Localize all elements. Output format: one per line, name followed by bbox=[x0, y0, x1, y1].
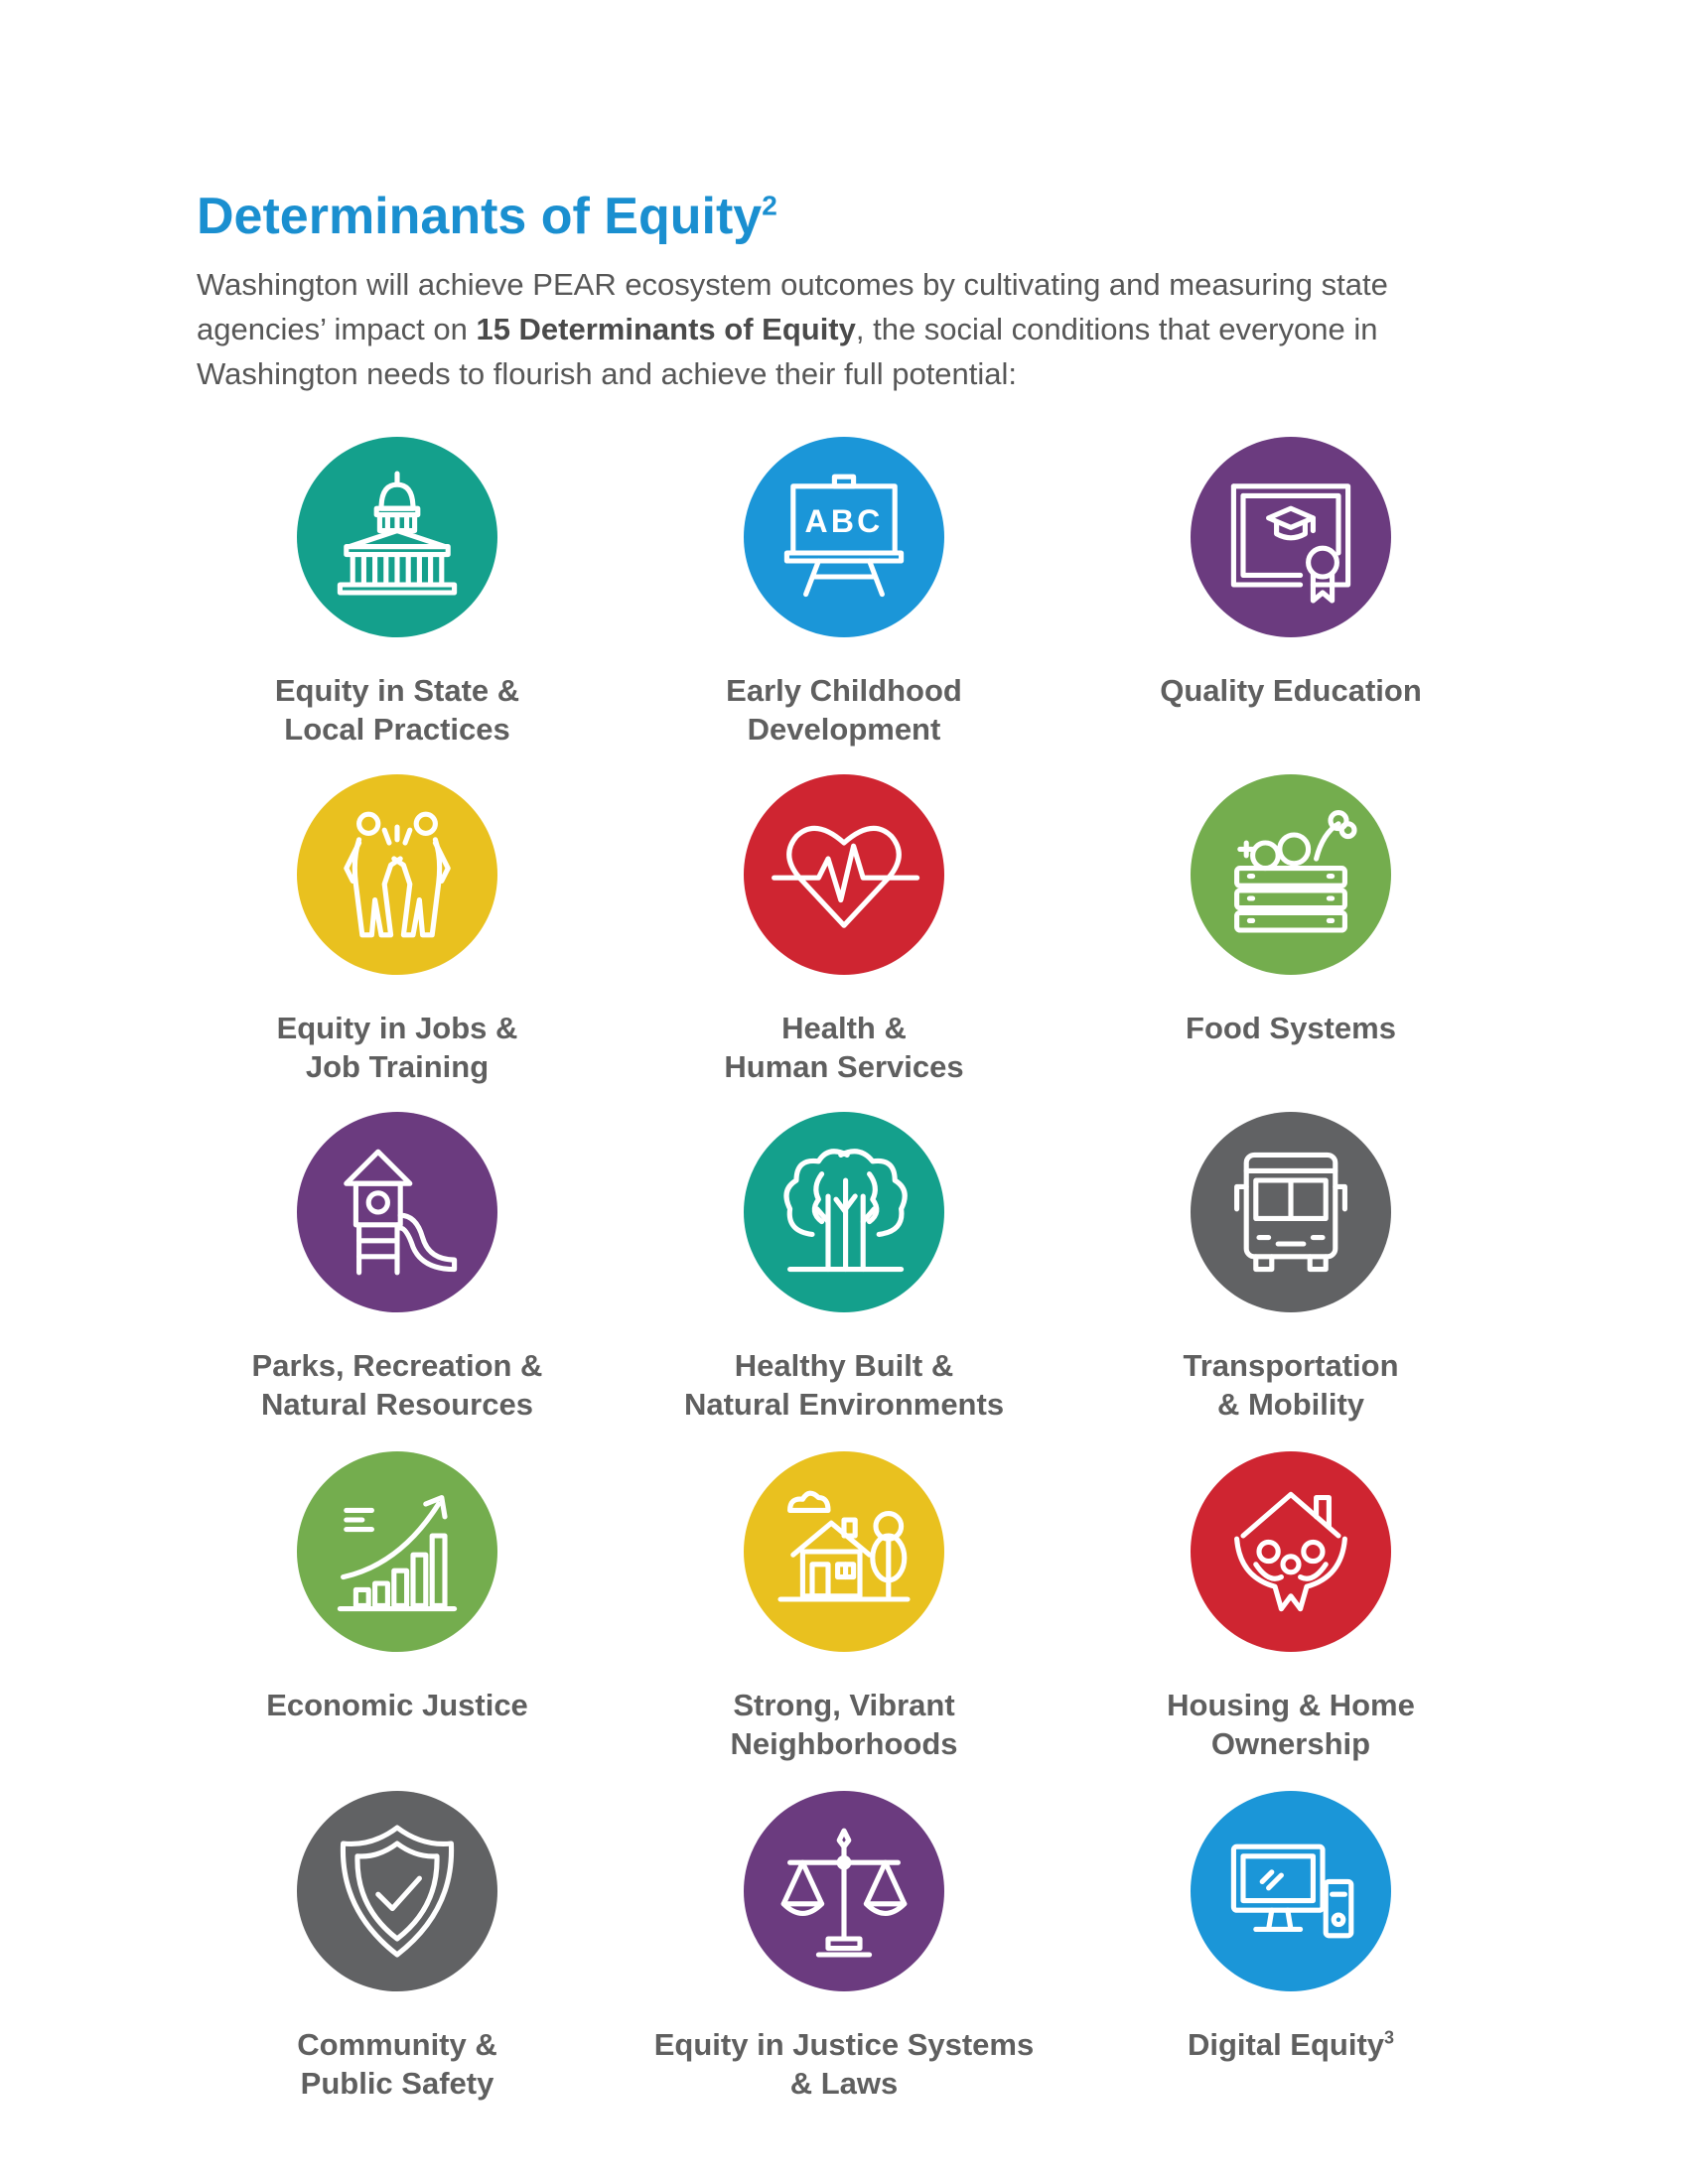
determinant-parks-recreation bbox=[169, 1112, 626, 1424]
determinant-circle bbox=[297, 774, 497, 975]
determinant-label: Digital Equity$^3$ bbox=[1187, 2027, 1395, 2062]
determinant-label: Equity in State & Local Practices bbox=[274, 673, 520, 747]
computer-icon bbox=[1211, 1812, 1370, 1971]
determinant-label: Equity in Jobs & Job Training bbox=[276, 1011, 518, 1084]
determinant-circle bbox=[297, 1112, 497, 1312]
determinant-justice-systems bbox=[616, 1791, 1072, 2103]
determinant-label: Housing & Home Ownership bbox=[1167, 1688, 1415, 1761]
determinant-food-systems bbox=[1062, 774, 1519, 1047]
capitol-building-icon bbox=[318, 458, 477, 616]
determinant-circle bbox=[297, 437, 497, 637]
determinant-label: Equity in Justice Systems & Laws bbox=[653, 2027, 1035, 2101]
determinant-label: Community & Public Safety bbox=[297, 2027, 497, 2101]
trees-icon bbox=[765, 1133, 923, 1292]
determinant-circle bbox=[1191, 1791, 1391, 1991]
determinant-label: Transportation & Mobility bbox=[1183, 1348, 1399, 1422]
growth-chart-icon bbox=[318, 1472, 477, 1631]
bus-icon bbox=[1211, 1133, 1370, 1292]
determinant-economic-justice bbox=[169, 1451, 626, 1724]
determinant-label: Parks, Recreation & Natural Resources bbox=[251, 1348, 543, 1422]
determinant-transportation bbox=[1062, 1112, 1519, 1424]
determinant-quality-education bbox=[1062, 437, 1519, 710]
scales-of-justice-icon bbox=[765, 1812, 923, 1971]
determinant-housing bbox=[1062, 1451, 1519, 1763]
determinant-health-human-services bbox=[616, 774, 1072, 1086]
diploma-certificate-icon bbox=[1211, 458, 1370, 616]
determinant-label: Healthy Built & Natural Environments bbox=[683, 1348, 1005, 1422]
heart-pulse-icon bbox=[765, 795, 923, 954]
svg-text:ABC: ABC bbox=[804, 503, 884, 540]
abc-easel-icon bbox=[765, 458, 923, 616]
determinant-jobs-training bbox=[169, 774, 626, 1086]
determinant-circle bbox=[297, 1451, 497, 1652]
digital-equity-footnote: 3 bbox=[1384, 2027, 1395, 2048]
page-title bbox=[197, 187, 777, 246]
determinant-circle bbox=[297, 1791, 497, 1991]
handshake-people-icon bbox=[318, 795, 477, 954]
intro-bold-phrase: 15 Determinants of Equity bbox=[476, 312, 856, 346]
determinant-label: Early Childhood Development bbox=[726, 673, 962, 747]
determinant-circle bbox=[1191, 1112, 1391, 1312]
shield-check-icon bbox=[318, 1812, 477, 1971]
intro-text-start: Washington will achieve PEAR ecosystem outcomes by cultivating and measuring state agencies’ impact on bbox=[197, 267, 1388, 346]
determinant-circle bbox=[1191, 437, 1391, 637]
determinant-label: Food Systems bbox=[1186, 1011, 1396, 1045]
determinant-neighborhoods bbox=[616, 1451, 1072, 1763]
determinant-digital-equity bbox=[1062, 1791, 1519, 2064]
page-title-text: Determinants of Equity bbox=[197, 188, 763, 245]
determinant-label: Health & Human Services bbox=[724, 1011, 964, 1084]
determinant-label: Economic Justice bbox=[266, 1688, 528, 1722]
determinant-circle bbox=[1191, 1451, 1391, 1652]
intro-text-end: , the social conditions that everyone in Washington needs to flourish and achieve their full potential: bbox=[197, 312, 1378, 391]
determinant-equity-state-local bbox=[169, 437, 626, 749]
intro-paragraph bbox=[197, 262, 1468, 396]
house-neighborhood-icon bbox=[765, 1472, 923, 1631]
determinant-circle bbox=[1191, 774, 1391, 975]
determinant-early-childhood bbox=[616, 437, 1072, 749]
determinant-circle bbox=[744, 1791, 944, 1991]
determinant-label: Strong, Vibrant Neighborhoods bbox=[730, 1688, 958, 1761]
determinant-healthy-environments bbox=[616, 1112, 1072, 1424]
determinant-public-safety bbox=[169, 1791, 626, 2103]
determinant-circle bbox=[744, 1112, 944, 1312]
title-footnote: 2 bbox=[762, 190, 777, 221]
determinant-label: Quality Education bbox=[1160, 673, 1422, 708]
produce-crate-icon bbox=[1211, 795, 1370, 954]
determinant-circle bbox=[744, 437, 944, 637]
family-home-icon bbox=[1211, 1472, 1370, 1631]
playground-slide-icon bbox=[318, 1133, 477, 1292]
determinant-circle bbox=[744, 1451, 944, 1652]
determinant-circle bbox=[744, 774, 944, 975]
